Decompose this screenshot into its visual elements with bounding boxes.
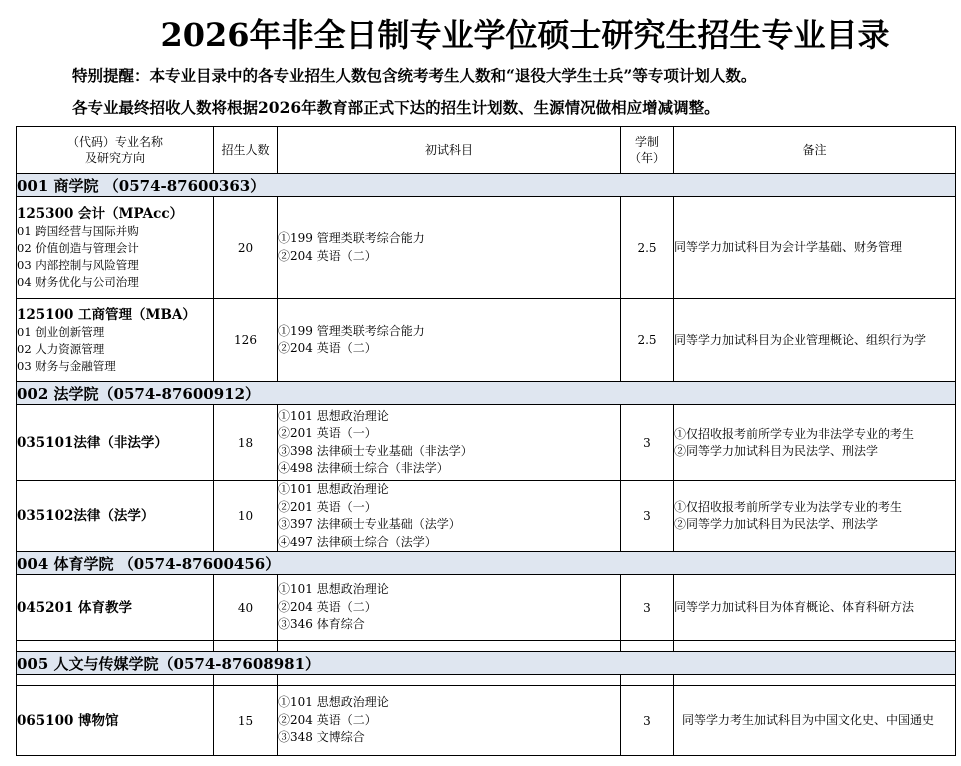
remark-line: 同等学力考生加试科目为中国文化史、中国通史 [682,713,935,727]
exam-subjects-cell [278,575,621,641]
major-name: 035102法律（法学） [17,508,155,524]
spacer-row [17,641,956,652]
research-direction: 02 人力资源管理 [17,341,105,356]
remarks-cell [674,481,956,552]
department-title: 005 人文与传媒学院（0574-87608981） [17,652,956,675]
major-name-cell [17,481,214,552]
exam-subject: ④498 法律硕士综合（非法学） [278,461,449,475]
exam-subject: ③397 法律硕士专业基础（法学） [278,517,461,531]
enroll-count: 40 [214,575,278,641]
exam-subject: ②204 英语（二） [278,599,377,614]
exam-subject: ①199 管理类联考综合能力 [278,231,425,245]
exam-subject: ①199 管理类联考综合能力 [278,323,425,338]
enroll-count: 18 [214,405,278,481]
spacer-cell [278,641,621,652]
study-years: 3 [621,686,674,756]
major-name-cell [17,686,214,756]
notice-line-1: 特别提醒：本专业目录中的各专业招生人数包含统考考生人数和“退役大学生士兵”等专项计划人数。 [72,66,757,85]
exam-subject: ③348 文博综合 [278,730,365,745]
department-row [17,174,956,197]
remark-line: 同等学力加试科目为会计学基础、财务管理 [674,240,903,254]
table-row [17,481,956,552]
major-name-cell [17,197,214,299]
table-row [17,299,956,382]
exam-subject: ③346 体育综合 [278,617,365,632]
remarks-cell [674,575,956,641]
header-remarks: 备注 [674,127,956,174]
spacer-cell [17,675,214,686]
spacer-row [17,675,956,686]
research-direction: 04 财务优化与公司治理 [17,274,139,289]
header-enroll: 招生人数 [214,127,278,174]
exam-subject: ①101 思想政治理论 [278,695,389,710]
exam-subjects-cell [278,197,621,299]
exam-subjects-cell [278,299,621,382]
remark-line: 同等学力加试科目为企业管理概论、组织行为学 [674,332,927,347]
department-row [17,552,956,575]
table-row [17,405,956,481]
notice-line-2: 各专业最终招收人数将根据2026年教育部正式下达的招生计划数、生源情况做相应增减调整。 [72,98,720,117]
exam-subject: ③398 法律硕士专业基础（非法学） [278,443,473,458]
remark-line: ②同等学力加试科目为民法学、刑法学 [674,517,879,531]
study-years: 3 [621,405,674,481]
department-row [17,382,956,405]
exam-subject: ①101 思想政治理论 [278,582,389,597]
table-row [17,686,956,756]
research-direction: 03 财务与金融管理 [17,358,116,373]
exam-subject: ①101 思想政治理论 [278,408,389,423]
study-years: 3 [621,481,674,552]
enrollment-catalog-table [16,126,956,756]
major-name-cell [17,299,214,382]
exam-subject: ②201 英语（一） [278,499,377,514]
remarks-cell [674,299,956,382]
spacer-cell [674,675,956,686]
enroll-count: 10 [214,481,278,552]
exam-subject: ①101 思想政治理论 [278,482,389,496]
research-direction: 01 跨国经营与国际并购 [17,223,139,238]
exam-subject: ④497 法律硕士综合（法学） [278,534,437,549]
remark-line: 同等学力加试科目为体育概论、体育科研方法 [674,600,915,614]
exam-subjects-cell [278,405,621,481]
header-major-name: （代码）专业名称 及研究方向 [17,127,214,174]
table-header-row [17,127,956,174]
enroll-count: 15 [214,686,278,756]
remarks-cell [674,686,956,756]
remark-line: ①仅招收报考前所学专业为非法学专业的考生 [674,426,915,441]
major-name: 065100 博物馆 [17,712,119,729]
exam-subject: ②204 英语（二） [278,341,377,355]
major-name-cell [17,405,214,481]
spacer-cell [674,641,956,652]
department-title: 001 商学院 （0574-87600363） [17,174,956,197]
research-direction: 02 价值创造与管理会计 [17,240,139,255]
spacer-cell [214,641,278,652]
table-row [17,197,956,299]
research-direction: 01 创业创新管理 [17,324,105,339]
remarks-cell [674,405,956,481]
exam-subjects-cell [278,481,621,552]
department-title: 002 法学院（0574-87600912） [17,382,956,405]
study-years: 2.5 [621,197,674,299]
remarks-cell [674,197,956,299]
spacer-cell [621,675,674,686]
enroll-count: 20 [214,197,278,299]
department-row [17,652,956,675]
spacer-cell [214,675,278,686]
spacer-cell [621,641,674,652]
exam-subject: ②204 英语（二） [278,248,377,263]
remark-line: ②同等学力加试科目为民法学、刑法学 [674,443,879,458]
spacer-cell [278,675,621,686]
study-years: 3 [621,575,674,641]
header-years: 学制 （年） [621,127,674,174]
table-row [17,575,956,641]
spacer-cell [17,641,214,652]
exam-subject: ②201 英语（一） [278,426,377,440]
major-name: 125100 工商管理（MBA） [17,306,196,323]
major-name: 125300 会计（MPAcc） [17,205,184,222]
remark-line: ①仅招收报考前所学专业为法学专业的考生 [674,500,903,514]
exam-subjects-cell [278,686,621,756]
enroll-count: 126 [214,299,278,382]
department-title: 004 体育学院 （0574-87600456） [17,552,956,575]
research-direction: 03 内部控制与风险管理 [17,257,139,272]
major-name: 035101法律（非法学） [17,434,168,451]
major-name: 045201 体育教学 [17,599,133,616]
major-name-cell [17,575,214,641]
exam-subject: ②204 英语（二） [278,712,377,727]
page-title: 2026年非全日制专业学位硕士研究生招生专业目录 [160,16,890,54]
study-years: 2.5 [621,299,674,382]
header-exam-subjects: 初试科目 [278,127,621,174]
